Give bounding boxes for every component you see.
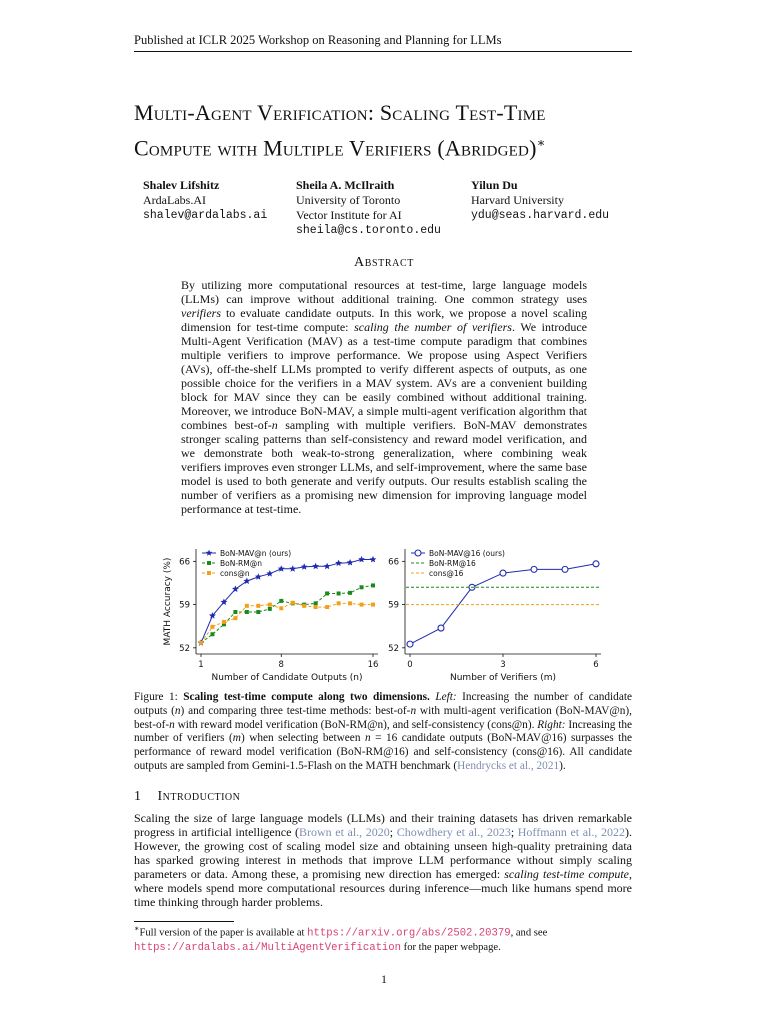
text-run: with multi-agent verification (BoN-MAV@n), best-of- [134,704,632,731]
text-run: Scaling the size of large language models (LLMs) and their training datasets has driven remarkable progress in artificial intelligence ( [134,811,632,839]
title-line-2-text: Compute with Multiple Verifiers (Abridged) [134,135,537,161]
legend-label: BoN-MAV@16 (ours) [429,549,505,558]
legend-marker [207,571,211,575]
legend-marker [206,550,212,556]
y-axis-label: MATH Accuracy (%) [163,557,173,646]
data-point [348,591,352,595]
text-run: = 16 candidate outputs (BoN-MAV@16) surpasses the performance of reward model verification (BoN-RM@16) and self-consistency (cons@16). All candidate outputs are sampled from Gemini-1.5-Flash on the MATH benchmark ( [134,732,632,772]
data-point [301,563,308,570]
text-run: sampling with multiple verifiers. BoN-MAV demonstrates stronger scaling patterns than self-consistency and reward model verification, and we demonstrate both weak-to-strong generalization, where combining weak verifiers improves even stronger LLMs, and self-improvement, where the same base model is used to both generate and verify outputs. Our results establish scaling the number of verifiers as a promising new dimension for improving language model performance at test-time. [181,418,587,516]
data-point [279,599,283,603]
x-tick-label: 16 [367,660,379,670]
y-tick-label: 52 [388,643,399,654]
legend-label: BoN-RM@16 [429,559,476,568]
data-point [335,560,342,567]
page-number: 1 [381,972,387,986]
data-point [562,566,568,572]
running-header: Published at ICLR 2025 Workshop on Reasoning and Planning for LLMs [134,33,502,47]
data-point [371,603,375,607]
citation-link[interactable]: Brown et al., 2020 [299,825,390,839]
figure-1 [160,543,610,685]
abstract-body [181,278,587,516]
webpage-link[interactable]: https://ardalabs.ai/MultiAgentVerification [134,942,402,955]
text-run: ) and comparing three test-time methods: best-of- [180,704,411,717]
citation-link[interactable]: Chowdhery et al., 2023 [396,825,511,839]
text-run: m [232,732,241,745]
footnote-mark: ∗ [134,924,140,933]
intro-paragraph [134,811,632,909]
text-run: Increasing the number of verifiers ( [134,718,632,745]
data-point [337,591,341,595]
y-tick-label: 66 [388,557,399,568]
header-rule [134,51,632,52]
text-run: n [410,704,417,717]
legend-label: BoN-MAV@n (ours) [220,549,292,558]
data-point [371,583,375,587]
series-line-2 [201,603,373,643]
author-email[interactable]: ydu@seas.harvard.edu [471,209,610,222]
section-number: 1 [134,789,142,804]
text-run: n [271,418,278,432]
text-run: with reward model verification (BoN-RM@n), and self-consistency (cons@n). [174,718,538,731]
figure-caption [134,691,632,774]
data-point [199,641,203,645]
text-run: By utilizing more computational resources at test-time, large language models (LLMs) can improve without additional training. One common strategy uses [181,278,587,306]
x-tick-label: 1 [198,660,204,670]
legend-label: cons@n [220,569,250,578]
text-run: , where models spend more computational resources during inference—much like humans spend more time thinking through harder problems. [134,867,633,909]
data-point [291,601,295,605]
data-point [255,573,262,580]
text-run: ). However, the growing cost of scaling model size and obtaining unseen high-quality pretraining data has sparked growing interest in methods that improve LLM performance without simply scaling parameters or data. Among these, a promising new direction has emerged: [134,825,632,881]
data-point [438,625,444,631]
paper-title [134,98,654,163]
author-name: Shalev Lifshitz [143,178,220,192]
footnote-text-mid: , and see [510,927,548,939]
x-tick-label: 0 [407,660,413,670]
data-point [325,591,329,595]
text-run: Scaling test-time compute along two dimensions. [183,691,430,703]
text-run: ; [389,825,397,839]
arxiv-link[interactable]: https://arxiv.org/abs/2502.20379 [307,927,511,940]
author-affiliation: ArdaLabs.AI [143,193,206,207]
data-point [314,605,318,609]
text-run: n [174,704,181,717]
figure-1-charts [160,543,610,685]
data-point [256,604,260,608]
text-run: ). [559,759,566,772]
data-point [358,556,365,563]
y-tick-label: 52 [179,643,190,654]
title-footnote-mark: ∗ [536,135,546,150]
data-point [500,570,506,576]
legend-label: cons@16 [429,569,464,578]
legend-label: BoN-RM@n [220,559,262,568]
author-block-2 [296,178,441,238]
text-run: ; [510,825,518,839]
author-email[interactable]: shalev@ardalabs.ai [143,209,268,222]
author-name: Sheila A. McIlraith [296,178,395,192]
footnote-text-post: for the paper webpage. [401,942,501,954]
citation-link[interactable]: Hendrycks et al., 2021 [457,759,560,772]
data-point [302,604,306,608]
text-run: Left: [435,691,457,703]
data-point [370,556,377,563]
x-axis-label: Number of Verifiers (m) [450,673,556,683]
text-run: scaling the number of verifiers [354,320,512,334]
title-line-1: Multi-Agent Verification: Scaling Test-Time [134,100,546,125]
data-point [278,565,285,572]
author-affiliation: Harvard University [471,193,564,207]
data-point [593,561,599,567]
author-block-3 [471,178,609,223]
title-line-2 [134,128,654,163]
data-point [314,601,318,605]
text-run: Figure 1: [134,691,184,703]
text-run: verifiers [181,306,221,320]
data-point [325,605,329,609]
data-point [268,607,272,611]
data-point [245,610,249,614]
text-run: ) when selecting between [240,732,365,745]
text-run: Right: [537,718,566,731]
data-point [312,563,319,570]
data-point [289,565,296,572]
data-point [348,601,352,605]
y-tick-label: 59 [388,600,399,611]
data-point [360,585,364,589]
author-affiliation: Vector Institute for AI [296,208,402,222]
data-point [407,641,413,647]
series-line-1 [201,585,373,643]
y-tick-label: 66 [179,557,190,568]
legend-marker [207,561,211,565]
data-point [279,606,283,610]
data-point [233,610,237,614]
text-run: n [364,732,371,745]
data-point [268,603,272,607]
text-run: Increasing the number of candidate outputs ( [134,691,632,717]
data-point [210,625,214,629]
data-point [324,563,331,570]
text-run: to evaluate candidate outputs. In this work, we propose a novel scaling dimension for test-time compute: [181,306,587,334]
author-email[interactable]: sheila@cs.toronto.edu [296,224,441,237]
x-tick-label: 6 [593,660,599,670]
text-run: . We introduce Multi-Agent Verification (MAV) as a test-time compute paradigm that combines multiple verifiers to improve performance. We propose using Aspect Verifiers (AVs), off-the-shelf LLMs prompted to verify different aspects of outputs, as one possible choice for the verifiers in a MAV system. AVs are a convenient building block for MAV since they can be easily combined without additional training. Moreover, we introduce BoN-MAV, a simple multi-agent verification algorithm that combines best-of- [181,320,587,432]
citation-link[interactable]: Hoffmann et al., 2022 [517,825,625,839]
data-point [531,566,537,572]
footnote [134,922,632,956]
author-block-1 [143,178,267,223]
text-run: n [169,718,175,731]
x-tick-label: 3 [500,660,506,670]
data-point [347,559,354,566]
data-point [222,620,226,624]
data-point [245,604,249,608]
author-name: Yilun Du [471,178,518,192]
data-point [266,570,273,577]
footnote-text-pre: Full version of the paper is available at [139,927,308,939]
data-point [337,601,341,605]
text-run: scaling test-time compute [504,867,630,881]
author-affiliation: University of Toronto [296,193,401,207]
data-point [256,610,260,614]
section-heading [134,789,240,805]
abstract-heading: Abstract [354,255,414,270]
y-tick-label: 59 [179,600,190,611]
data-point [210,632,214,636]
legend-marker [415,550,421,556]
x-axis-label: Number of Candidate Outputs (n) [211,673,363,683]
x-tick-label: 8 [278,660,284,670]
data-point [360,603,364,607]
section-title: Introduction [157,789,241,804]
data-point [233,616,237,620]
